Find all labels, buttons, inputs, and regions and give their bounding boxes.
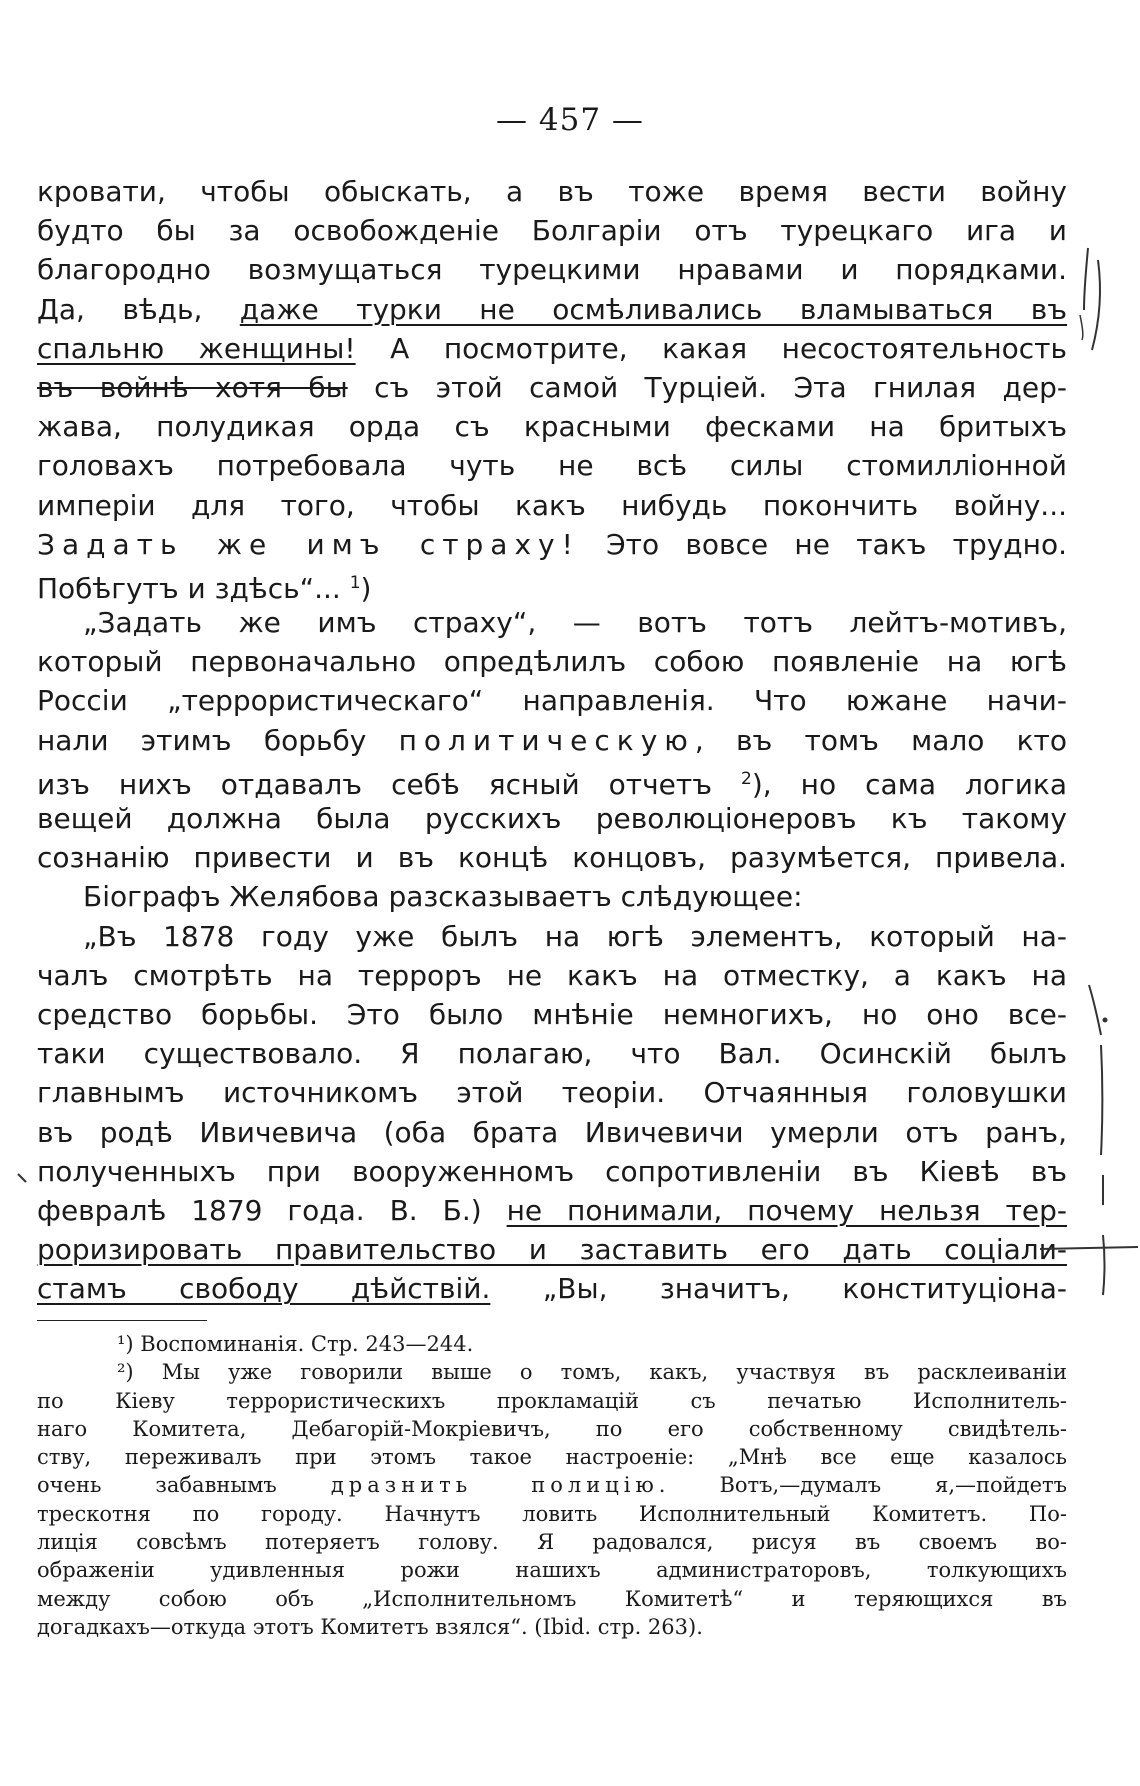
text-line: „Въ 1878 году уже былъ на югѣ элементъ, который на- [83,919,1067,953]
text-line: спальню женщины! А посмотрите, какая несостоятельность [37,331,1067,365]
text-line [37,1230,1067,1269]
footnote-2-line: по Кіеву террористическихъ прокламацій съ печатью Исполнитель- [37,1388,1067,1413]
text-line: стамъ свободу дѣйствій. „Вы, значитъ, конституціона- [37,1272,1067,1306]
spaced-phrase: Задать же имъ страху! [37,527,580,561]
text-line: „Задать же имъ страху“, — вотъ тотъ лейтъ-мотивъ, [83,606,1067,640]
footnote-2-line: догадкахъ—откуда этотъ Комитетъ взялся“. (Ibid. стр. 263). [37,1614,703,1639]
footnote-2-line: лиція совсѣмъ потеряетъ голову. Я радовался, рисуя въ своемъ во- [37,1530,1067,1555]
footnote-rule [37,1320,207,1321]
spaced-phrase: дразнить полицію [330,1473,659,1498]
text-line: головахъ потребовала чуть не всѣ силы стомилліонной [37,449,1067,483]
text-line: въ родѣ Ивичевича (оба брата Ивичевичи умерли отъ ранъ, [37,1115,1067,1149]
main-text [37,172,1067,1308]
footnote-ref: 1 [349,572,361,593]
text-line: Россіи „террористическаго“ направленія. Что южане начи- [37,684,1067,718]
text-line: полученныхъ при вооруженномъ сопротивленіи въ Кіевѣ въ [37,1154,1067,1188]
text-line: который первоначально опредѣлилъ собою появленіе на югѣ [37,645,1067,679]
text-line: нали этимъ борьбу политическую, въ томъ мало кто [37,723,1067,757]
footnote-1: ¹) Воспоминанія. Стр. 243—244. [117,1332,474,1356]
underlined-phrase: роризировать правительство и заставить его дать соціали- [37,1233,1067,1267]
margin-tick-left [14,1170,34,1190]
underlined-phrase: не понимали, почему нельзя тер- [506,1193,1067,1227]
footnote-2-line: очень забавнымъ дразнить полицію. Вотъ,—думалъ я,—пойдетъ [37,1473,1067,1498]
text-line: будто бы за освобожденіе Болгаріи отъ турецкаго ига и [37,214,1067,248]
margin-pencil-mark-top [1070,240,1120,360]
footnote-2-line: между собою объ „Исполнительномъ Комитетѣ“ и теряющихся въ [37,1586,1067,1611]
footnotes [37,1330,1067,1641]
text-line: чалъ смотрѣть на терроръ не какъ на отместку, а какъ на [37,958,1067,992]
footnote-ref: 2 [741,768,752,789]
underlined-phrase: стамъ свободу дѣйствій. [37,1272,491,1306]
footnote-2-line: ²) Мы уже говорили выше о томъ, какъ, участвуя въ расклеиваніи [117,1360,1067,1385]
text-line: средство борьбы. Это было мнѣніе немногихъ, но оно все- [37,997,1067,1031]
text-line: Да, вѣдь, даже турки не осмѣливались вламываться въ [37,292,1067,326]
text-line: благородно возмущаться турецкими нравами и порядками. [37,253,1067,287]
text-line: Побѣгутъ и здѣсь“... $^1$) [37,571,372,605]
underlined-phrase: даже турки не осмѣливались вламываться въ [239,292,1067,326]
footnote-2-line: наго Комитета, Дебагорій-Мокріевичъ, по его собственному свидѣтель- [37,1416,1067,1441]
footnote-2-line: ству, переживалъ при этомъ такое настроеніе: „Мнѣ все еще казалось [37,1445,1067,1470]
margin-pencil-mark-bottom [1085,975,1125,1315]
text-line: имперіи для того, чтобы какъ нибудь покончить войну... [37,488,1067,522]
spaced-phrase: политическую [398,723,695,757]
footnote-2-line: ображеніи удивленныя рожи нашихъ администраторовъ, толкующихъ [37,1558,1067,1583]
text-line: Задать же имъ страху! Это вовсе не такъ трудно. [37,527,1067,561]
text-line: вещей должна была русскихъ революціонеровъ къ такому [37,802,1067,835]
text-line: жава, полудикая орда съ красными фесками на бритыхъ [37,410,1067,444]
struck-phrase: въ войнѣ хотя бы [37,370,348,404]
text-line: кровати, чтобы обыскать, а въ тоже время вести войну [37,175,1067,208]
text-line: сознанію привести и въ концѣ концовъ, разумѣется, привела. [37,841,1067,875]
text-line: изъ нихъ отдавалъ себѣ ясный отчетъ $^2$), но сама логика [37,767,1068,801]
text-line: таки существовало. Я полагаю, что Вал. Осинскій былъ [37,1037,1067,1071]
page-number: — 457 — [496,102,644,138]
footnote-2-line: трескотня по городу. Начнутъ ловить Исполнительный Комитетъ. По- [37,1501,1067,1526]
text-line: въ войнѣ хотя бы съ этой самой Турціей. Эта гнилая дер- [37,370,1068,404]
underlined-phrase: спальню женщины! [37,331,356,365]
text-line: Біографъ Желябова разсказываетъ слѣдующее: [83,880,803,914]
text-line: главнымъ источникомъ этой теоріи. Отчаянныя головушки [37,1076,1067,1110]
text-line: февралѣ 1879 года. В. Б.) не понимали, почему нельзя тер- [37,1193,1067,1227]
